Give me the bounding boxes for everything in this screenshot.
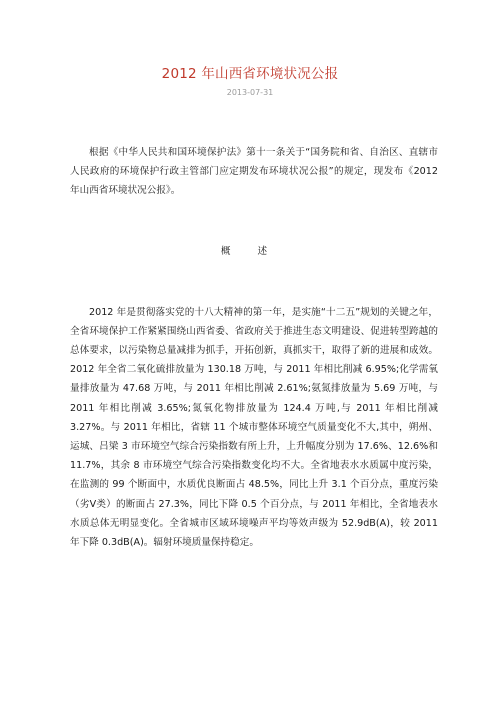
intro-paragraph: 根据《中华人民共和国环境保护法》第十一条关于“国务院和省、自治区、直辖市人民政府的环境保护行政主管部门应定期发布环境状况公报”的规定，现发布《2012 年山西省环境状况公报》。 (70, 146, 438, 196)
section-heading: 概 述 (220, 246, 280, 257)
publish-date: 2013-07-31 (226, 88, 274, 97)
page-title: 2012 年山西省环境状况公报 (161, 66, 339, 82)
overview-paragraph: 2012 年是贯彻落实党的十八大精神的第一年，是实施“十二五”规划的关键之年，全省环境保护工作紧紧围绕山西省委、省政府关于推进生态文明建设、促进转型跨越的总体要求，以污染物总量减排为抓手，开拓创新，真抓实干，取得了新的进展和成效。2012 年全省二氧化硫排放量为 130.18 万吨，与 2011 年相比削减 6.95%;化学需氧量排放量为 47.68 万吨，与 2011 年相比削减 2.61%;氨氮排放量为 5.69 万吨，与 2011 年相比削减 3.65%;氮氧化物排放量为 124.4 万吨,与 2011 年相比削减 3.27%。与 2011 年相比，省辖 11 个城市整体环境空气质量变化不大,其中，朔州、运城、吕梁 3 市环境空气综合污染指数有所上升，上升幅度分别为 17.6%、12.6%和 11.7%，其余 8 市环境空气综合污染指数变化均不大。全省地表水水质属中度污染，在监测的 99 个断面中，水质优良断面占 48.5%，同比上升 3.1 个百分点，重度污染（劣Ⅴ类）的断面占 27.3%，同比下降 0.5 个百分点，与 2011 年相比，全省地表水水质总体无明显变化。全省城市区域环境噪声平均等效声级为 52.9dB(A)，较 2011 年下降 0.3dB(A)。辐射环境质量保持稳定。 (70, 306, 438, 549)
